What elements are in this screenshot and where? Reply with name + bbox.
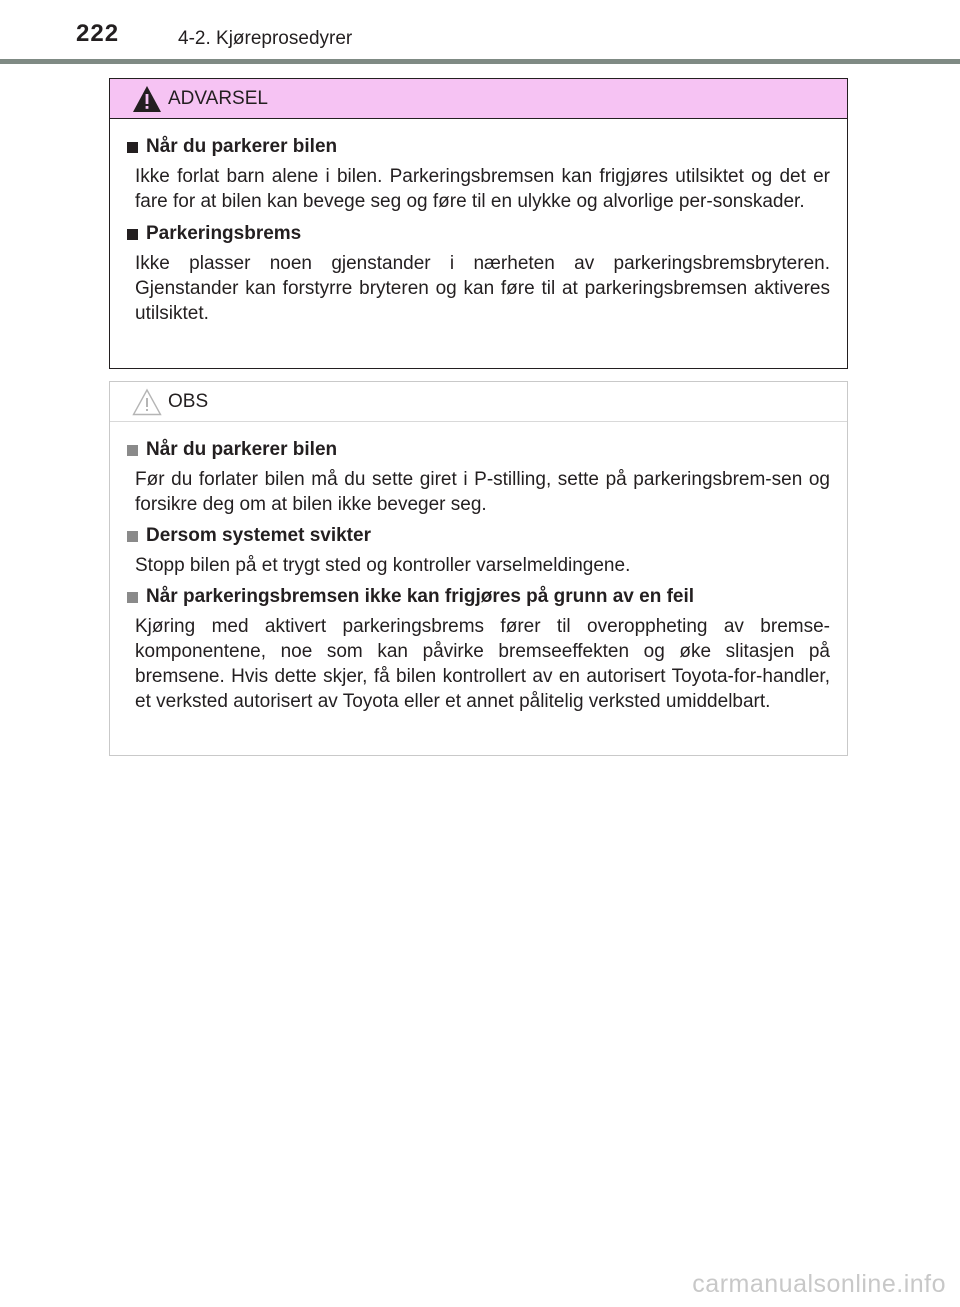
notice-item-title: Når parkeringsbremsen ikke kan frigjøres på grunn av en feil: [146, 586, 695, 607]
warning-item-text: Ikke plasser noen gjenstander i nærheten av parkeringsbremsbryteren. Gjenstander kan forstyrre bryteren og kan føre til at parkeringsbremsen aktiveres utilsiktet.: [135, 253, 830, 324]
notice-item: [127, 585, 830, 714]
notice-item-title: Når du parkerer bilen: [146, 439, 338, 460]
caution-triangle-icon: [132, 388, 162, 416]
warning-triangle-icon: [132, 85, 162, 113]
watermark: carmanualsonline.info: [692, 1270, 946, 1298]
warning-item-title: Når du parkerer bilen: [146, 136, 338, 157]
warning-item-text: Ikke forlat barn alene i bilen. Parkeringsbremsen kan frigjøres utilsiktet og det er fare for at bilen kan bevege seg og føre til en ulykke og alvorlige per-sonskader.: [135, 166, 830, 212]
square-bullet-icon: [127, 142, 138, 153]
warning-box-body: [110, 119, 847, 326]
square-bullet-icon: [127, 592, 138, 603]
page-header: [0, 0, 960, 66]
square-bullet-icon: [127, 531, 138, 542]
warning-box: [109, 78, 848, 369]
notice-item-title: Dersom systemet svikter: [146, 525, 371, 546]
warning-item: [127, 222, 830, 326]
warning-box-header: [110, 79, 847, 119]
warning-box-label: ADVARSEL: [168, 88, 268, 109]
notice-box-label: OBS: [168, 391, 209, 412]
square-bullet-icon: [127, 229, 138, 240]
notice-box: [109, 381, 848, 756]
notice-item-text: Før du forlater bilen må du sette giret i P-stilling, sette på parkeringsbrem-sen og forsikre deg om at bilen ikke beveger seg.: [135, 469, 830, 515]
notice-item: [127, 438, 830, 517]
warning-item-title: Parkeringsbrems: [146, 223, 302, 244]
square-bullet-icon: [127, 445, 138, 456]
notice-item: [127, 524, 830, 578]
warning-item: [127, 135, 830, 214]
header-rule: [0, 59, 960, 64]
notice-box-header: [110, 382, 847, 422]
notice-item-text: Stopp bilen på et trygt sted og kontroller varselmeldingene.: [135, 555, 631, 576]
page-number: 222: [76, 20, 120, 47]
notice-box-body: [110, 422, 847, 714]
notice-item-text: Kjøring med aktivert parkeringsbrems fører til overoppheting av bremse-komponentene, noe som kan påvirke bremseeffekten og øke slitasjen på bremsene. Hvis dette skjer, få bilen kontrollert av en autorisert Toyota-for-handler, et verksted autorisert av Toyota eller et annet pålitelig verksted umiddelbart.: [135, 616, 830, 712]
section-title: 4-2. Kjøreprosedyrer: [178, 28, 353, 49]
